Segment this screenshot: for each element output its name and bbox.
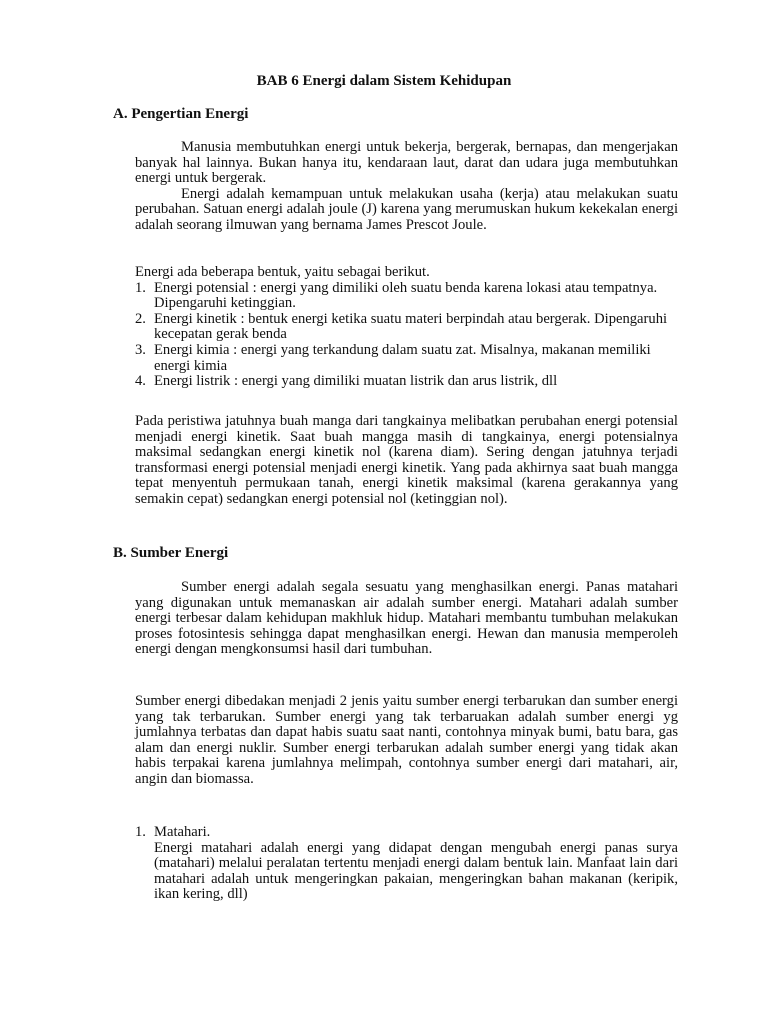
mango-paragraph-block — [135, 414, 678, 508]
section-b-paragraph-2: Sumber energi dibedakan menjadi 2 jenis yaitu sumber energi terbarukan dan sumber energi yang tak terbarukan. Sumber energi yang tak terbaruakan adalah sumber energi yg jumlahnya terbatas dan dapat habis suatu saat nanti, contohnya minyak bumi, batu bara, gas alam dan energi nuklir. Sumber energi terbarukan adalah sumber energi yang tidak akan habis terpakai karena jumlahnya melimpah, contohnya sumber energi dari matahari, air, angin dan biomassa. — [135, 693, 678, 787]
subsection-text: Energi matahari adalah energi yang didapat dengan mengubah energi panas surya (matahari) melalui peralatan tertentu menjadi energi dalam bentuk lain. Manfaat lain dari matahari adalah untuk mengeringkan pakaian, mengeringkan bahan makanan (keripik, ikan kering, dll) — [154, 839, 678, 903]
section-b-paragraph-1: Sumber energi adalah segala sesuatu yang menghasilkan energi. Panas matahari yang digunakan untuk memanaskan air adalah sumber energi. Matahari adalah sumber energi terbesar dalam kehidupan makhluk hidup. Matahari membantu tumbuhan melakukan proses fotosintesis sehingga dapat menghasilkan energi. Hewan dan manusia memperoleh energi dengan mengkonsumsi hasil dari tumbuhan. — [135, 579, 678, 658]
section-a-paragraph-1: Manusia membutuhkan energi untuk bekerja, bergerak, bernapas, dan mengerjakan banyak hal lainnya. Bukan hanya itu, kendaraan laut, darat dan udara juga membutuhkan energi untuk bergerak. — [135, 139, 678, 187]
section-a-paragraph-3: Pada peristiwa jatuhnya buah manga dari tangkainya melibatkan perubahan energi potensial menjadi energi kinetik. Saat buah mangga masih di tangkainya, energi potensialnya maksimal sedangkan energi kinetik nol (karena diam). Sering dengan jatuhnya terjadi transformasi energi potensial menjadi energi kinetik. Yang pada akhirnya saat buah mangga tepat menyentuh permukaan tanah, energi kinetik maksimal (karena gerakannya yang semakin cepat) sedangkan energi potensial nol (ketinggian nol). — [135, 413, 678, 507]
list-item: 2. Energi kinetik : bentuk energi ketika suatu materi berpindah atau bergerak. Dipengaruhi kecepatan gerak benda — [135, 310, 668, 343]
section-b-intro — [135, 580, 678, 658]
subsection-matahari — [135, 825, 678, 903]
energy-forms-block — [135, 265, 678, 390]
energy-types-block — [135, 694, 678, 788]
section-a-intro — [135, 140, 678, 234]
list-item: 4. Energi listrik : energi yang dimiliki muatan listrik dan arus listrik, dll — [135, 373, 558, 390]
subsection-heading: 1. Matahari. — [135, 824, 211, 840]
section-a-heading: A. Pengertian Energi — [113, 106, 249, 122]
section-a-paragraph-2: Energi adalah kemampuan untuk melakukan usaha (kerja) atau melakukan suatu perubahan. Satuan energi adalah joule (J) karena yang merumuskan hukum kekekalan energi adalah seorang ilmuwan yang bernama James Prescot Joule. — [135, 185, 678, 233]
list-item: 1. Energi potensial : energi yang dimiliki oleh suatu benda karena lokasi atau tempatnya. Dipengaruhi ketinggian. — [135, 279, 658, 312]
list-intro: Energi ada beberapa bentuk, yaitu sebagai berikut. — [135, 264, 430, 280]
page-title: BAB 6 Energi dalam Sistem Kehidupan — [256, 73, 512, 89]
list-item: 3. Energi kimia : energi yang terkandung dalam suatu zat. Misalnya, makanan memiliki energi kimia — [135, 341, 651, 374]
section-b-heading: B. Sumber Energi — [113, 545, 229, 561]
energy-forms-list — [135, 281, 678, 390]
